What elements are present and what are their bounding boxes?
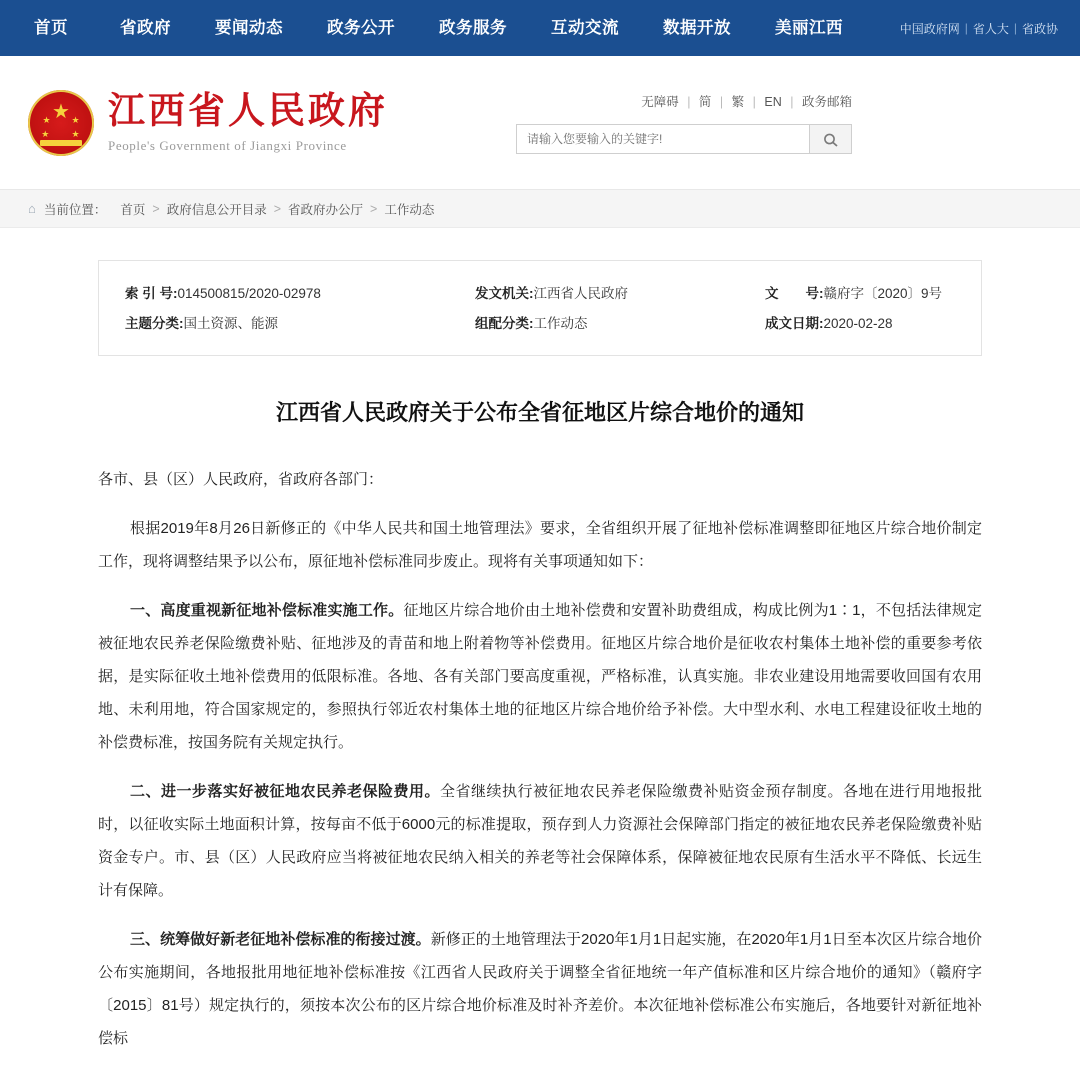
metadata-group-category — [475, 309, 765, 339]
metadata-key: 主题分类: — [125, 316, 184, 331]
link-provincial-peoples-congress[interactable]: 省人大 — [972, 21, 1009, 36]
home-icon: ⌂ — [28, 201, 36, 216]
util-separator: | — [719, 94, 724, 109]
national-emblem-icon — [28, 90, 94, 156]
nav-item-interaction[interactable]: 互动交流 — [551, 19, 619, 37]
site-title-cn: 江西省人民政府 — [108, 91, 388, 133]
breadcrumb-separator: > — [273, 201, 282, 216]
nav-item-government-services[interactable]: 政务服务 — [439, 19, 507, 37]
header-utilities — [516, 92, 1052, 154]
page-title: 江西省人民政府关于公布全省征地区片综合地价的通知 — [275, 400, 804, 425]
nav-item-open-data[interactable]: 数据开放 — [663, 19, 731, 37]
metadata-value: 2020-02-28 — [823, 316, 893, 331]
breadcrumb-item-disclosure-directory[interactable]: 政府信息公开目录 — [166, 202, 267, 217]
document-container — [98, 228, 982, 1055]
link-separator: | — [1013, 21, 1017, 35]
utility-links — [641, 92, 852, 110]
nav-item-home[interactable]: 首页 — [34, 19, 68, 37]
link-separator: | — [964, 21, 968, 35]
site-title-en: People's Government of Jiangxi Province — [108, 137, 347, 153]
breadcrumb-separator: > — [152, 201, 160, 216]
link-provincial-cppcc[interactable]: 省政协 — [1021, 21, 1058, 36]
metadata-key: 发文机关: — [475, 286, 534, 301]
top-nav-items — [28, 0, 865, 56]
breadcrumb — [0, 190, 1080, 228]
site-title-block — [108, 91, 388, 154]
metadata-row — [125, 309, 955, 339]
search-bar — [516, 124, 852, 154]
article-paragraph-3-lead: 三、统筹做好新老征地补偿标准的衔接过渡。 — [130, 931, 431, 948]
link-government-mailbox[interactable]: 政务邮箱 — [801, 94, 852, 109]
site-header — [0, 56, 1080, 190]
metadata-document-number — [765, 279, 955, 309]
article-paragraph-1-text: 征地区片综合地价由土地补偿费和安置补助费组成，构成比例为1∶1，不包括法律规定被征地农民养老保险缴费补贴、征地涉及的青苗和地上附着物等补偿费用。征地区片综合地价是征收农村集体土地补偿的重要参考依据，是实际征收土地补偿费用的低限标准。各地、各有关部门要高度重视，严格标准，认真实施。非农业建设用地需要收回国有农用地、未利用地，符合国家规定的，参照执行邻近农村集体土地的征地区片综合地价给予补偿。大中型水利、水电工程建设征收土地的补偿费标准，按国务院有关规定执行。 — [98, 602, 982, 751]
metadata-issue-date — [765, 309, 955, 339]
metadata-row — [125, 279, 955, 309]
document-metadata-table — [98, 260, 982, 356]
article-paragraph-salutation: 各市、县（区）人民政府，省政府各部门： — [98, 471, 384, 488]
article-paragraph-2-text: 全省继续执行被征地农民养老保险缴费补贴资金预存制度。各地在进行用地报批时，以征收实际土地面积计算，按每亩不低于6000元的标准提取，预存到人力资源社会保障部门指定的被征地农民养老保险缴费补贴资金专户。市、县（区）人民政府应当将被征地农民纳入相关的养老等社会保障体系，保障被征地农民原有生活水平不降低、长远生计有保障。 — [98, 783, 982, 899]
article-paragraph-3-text: 新修正的土地管理法于2020年1月1日起实施，在2020年1月1日至本次区片综合地价公布实施期间，各地报批用地征地补偿标准按《江西省人民政府关于调整全省征地统一年产值标准和区片综合地价的通知》（赣府字〔2015〕81号）规定执行的，须按本次公布的区片综合地价标准及时补齐差价。本次征地补偿标准公布实施后，各地要针对新征地补偿标 — [98, 931, 982, 1047]
nav-item-news[interactable]: 要闻动态 — [215, 19, 283, 37]
link-traditional-chinese[interactable]: 繁 — [731, 94, 745, 109]
emblem-star-small-4: ★ — [71, 128, 80, 139]
link-accessibility[interactable]: 无障碍 — [641, 94, 679, 109]
metadata-value: 赣府字〔2020〕9号 — [823, 286, 943, 301]
breadcrumb-item-general-office[interactable]: 省政府办公厅 — [288, 202, 364, 217]
metadata-index-number — [125, 279, 475, 309]
breadcrumb-label: 当前位置： — [43, 202, 107, 217]
metadata-key: 索 引 号: — [125, 286, 178, 301]
metadata-issuing-agency — [475, 279, 765, 309]
article-paragraph-1-lead: 一、高度重视新征地补偿标准实施工作。 — [130, 602, 404, 619]
article-paragraph-3 — [98, 923, 982, 1055]
breadcrumb-item-work-updates[interactable]: 工作动态 — [384, 202, 435, 217]
nav-item-beautiful-jiangxi[interactable]: 美丽江西 — [775, 19, 843, 37]
emblem-star-small-3: ★ — [41, 128, 50, 139]
top-navigation-bar — [0, 0, 1080, 56]
article-paragraph-2-lead: 二、进一步落实好被征地农民养老保险费用。 — [130, 783, 440, 800]
top-nav-external-links — [900, 20, 1058, 37]
metadata-key: 成文日期: — [765, 316, 824, 331]
nav-item-government-disclosure[interactable]: 政务公开 — [327, 19, 395, 37]
breadcrumb-item-home[interactable]: 首页 — [120, 202, 146, 217]
metadata-value: 工作动态 — [533, 316, 588, 331]
article-paragraph-intro: 根据2019年8月26日新修正的《中华人民共和国土地管理法》要求，全省组织开展了征地补偿标准调整即征地区片综合地价制定工作，现将调整结果予以公布，原征地补偿标准同步废止。现将有关事项通知如下： — [98, 520, 982, 570]
emblem-star-small-2: ★ — [71, 114, 80, 125]
metadata-topic-category — [125, 309, 475, 339]
search-button[interactable] — [810, 124, 852, 154]
metadata-key: 文 号: — [765, 286, 824, 301]
emblem-base — [40, 140, 82, 146]
article-paragraph-1 — [98, 594, 982, 759]
util-separator: | — [752, 94, 756, 109]
nav-item-provincial-government[interactable]: 省政府 — [120, 19, 171, 37]
emblem-star-small-1: ★ — [42, 114, 51, 125]
util-separator: | — [687, 94, 691, 109]
emblem-star-large: ★ — [52, 100, 70, 123]
util-separator: | — [790, 94, 794, 109]
metadata-value: 014500815/2020-02978 — [177, 286, 321, 301]
link-china-gov[interactable]: 中国政府网 — [899, 21, 960, 36]
link-simplified-chinese[interactable]: 简 — [698, 94, 712, 109]
metadata-value: 国土资源、能源 — [183, 316, 278, 331]
metadata-value: 江西省人民政府 — [533, 286, 628, 301]
metadata-key: 组配分类: — [475, 316, 534, 331]
search-input[interactable] — [516, 124, 810, 154]
breadcrumb-separator: > — [370, 201, 378, 216]
article-paragraph-2 — [98, 775, 982, 907]
link-english[interactable]: EN — [764, 94, 782, 109]
search-icon — [822, 132, 840, 148]
